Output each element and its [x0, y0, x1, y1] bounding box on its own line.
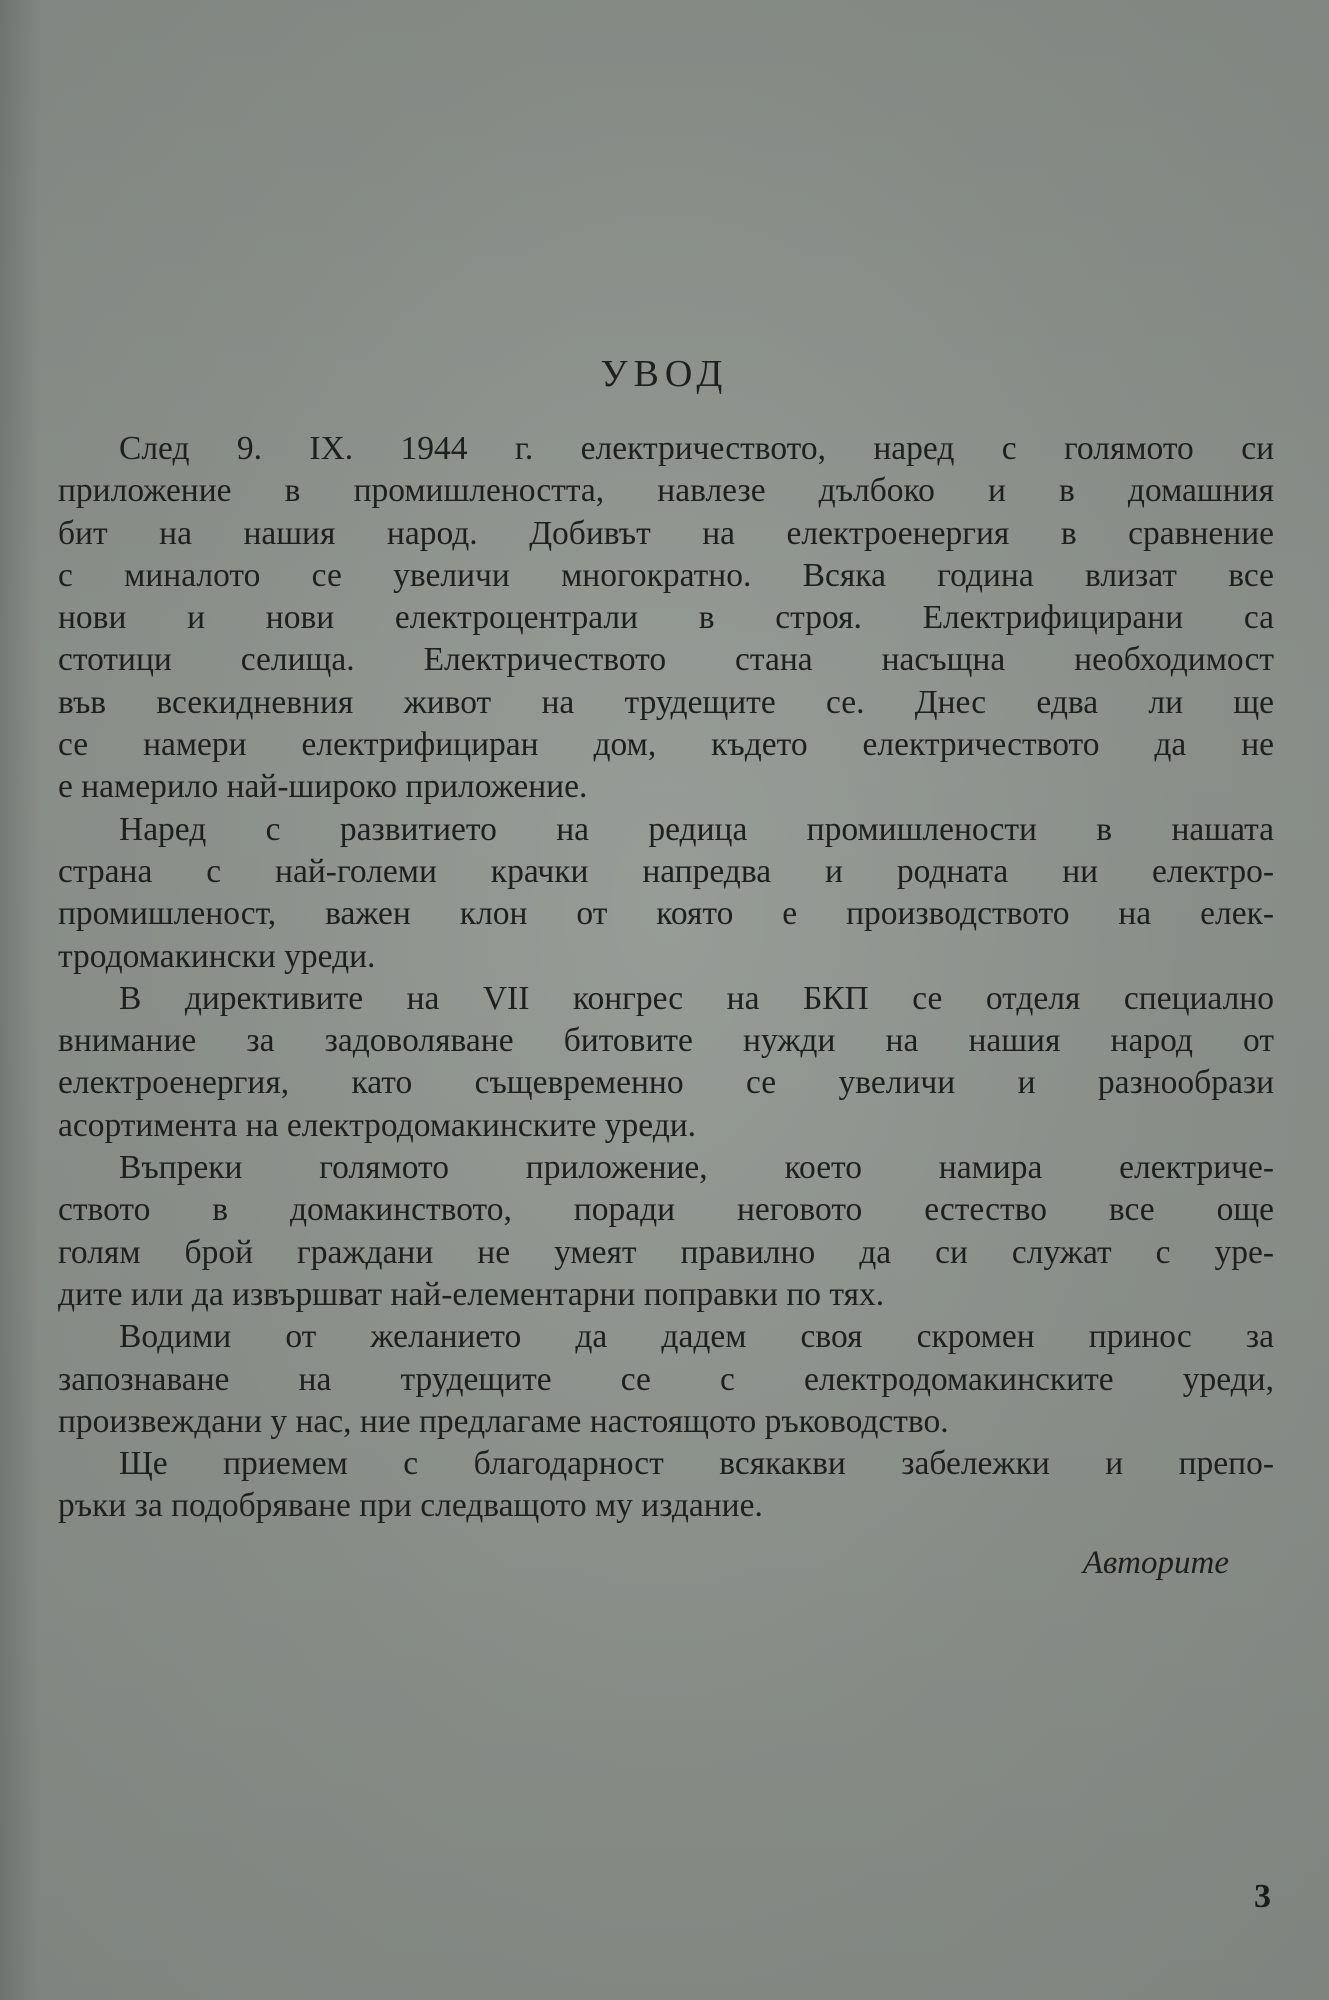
text-line: дите или да извършват най-елементарни поправки по тях. [58, 1275, 885, 1313]
text-line: Ще приемем с благодарност всякакви забележки и препо- [119, 1445, 1274, 1483]
page-number: 3 [1254, 1878, 1271, 1915]
text-line: електроенергия, като същевременно се увеличи и разнообрази [58, 1064, 1274, 1102]
chapter-heading: УВОД [600, 353, 729, 395]
text-line: се намери електрифициран дом, където електричеството да не [58, 726, 1274, 764]
text-line: промишленост, важен клон от която е производството на елек- [58, 895, 1274, 933]
text-line: Водими от желанието да дадем своя скромен принос за [119, 1318, 1274, 1356]
text-line: ръки за подобряване при следващото му издание. [58, 1487, 763, 1525]
text-line: във всекидневния живот на трудещите се. Днес едва ли ще [58, 683, 1274, 721]
text-line: с миналото се увеличи многократно. Всяка година влизат все [58, 556, 1274, 594]
text-line: внимание за задоволяване битовите нужди на нашия народ от [58, 1022, 1274, 1060]
body-text [58, 428, 1274, 1528]
signature: Авторите [1082, 1545, 1229, 1581]
text-line: асортимента на електродомакинските уреди. [58, 1106, 697, 1144]
text-line: ството в домакинството, поради неговото естество все още [58, 1191, 1274, 1229]
text-line: След 9. IX. 1944 г. електричеството, наред с голямото си [119, 430, 1274, 467]
text-line: стотици селища. Електричеството стана насъщна необходимост [58, 641, 1274, 679]
text-line: е намерило най-широко приложение. [58, 768, 588, 806]
text-line: приложение в промишлеността, навлезе дълбоко и в домашния [58, 472, 1274, 510]
text-line: страна с най-големи крачки напредва и родната ни електро- [58, 852, 1274, 890]
text-line: В директивите на VII конгрес на БКП се отделя специално [119, 979, 1274, 1017]
text-line: тродомакински уреди. [58, 937, 376, 975]
text-line: запознаване на трудещите се с електродомакинските уреди, [58, 1360, 1274, 1398]
text-line: голям брой граждани не умеят правилно да си служат с уре- [58, 1233, 1274, 1271]
text-line: произвеждани у нас, ние предлагаме настоящото ръководство. [58, 1402, 949, 1440]
page-shadow [0, 0, 40, 2000]
text-line: Въпреки голямото приложение, което намира електриче- [119, 1149, 1274, 1187]
text-line: бит на нашия народ. Добивът на електроенергия в сравнение [58, 514, 1274, 552]
text-line: Наред с развитието на редица промишлености в нашата [119, 810, 1274, 848]
text-line: нови и нови електроцентрали в строя. Електрифицирани са [58, 599, 1274, 637]
